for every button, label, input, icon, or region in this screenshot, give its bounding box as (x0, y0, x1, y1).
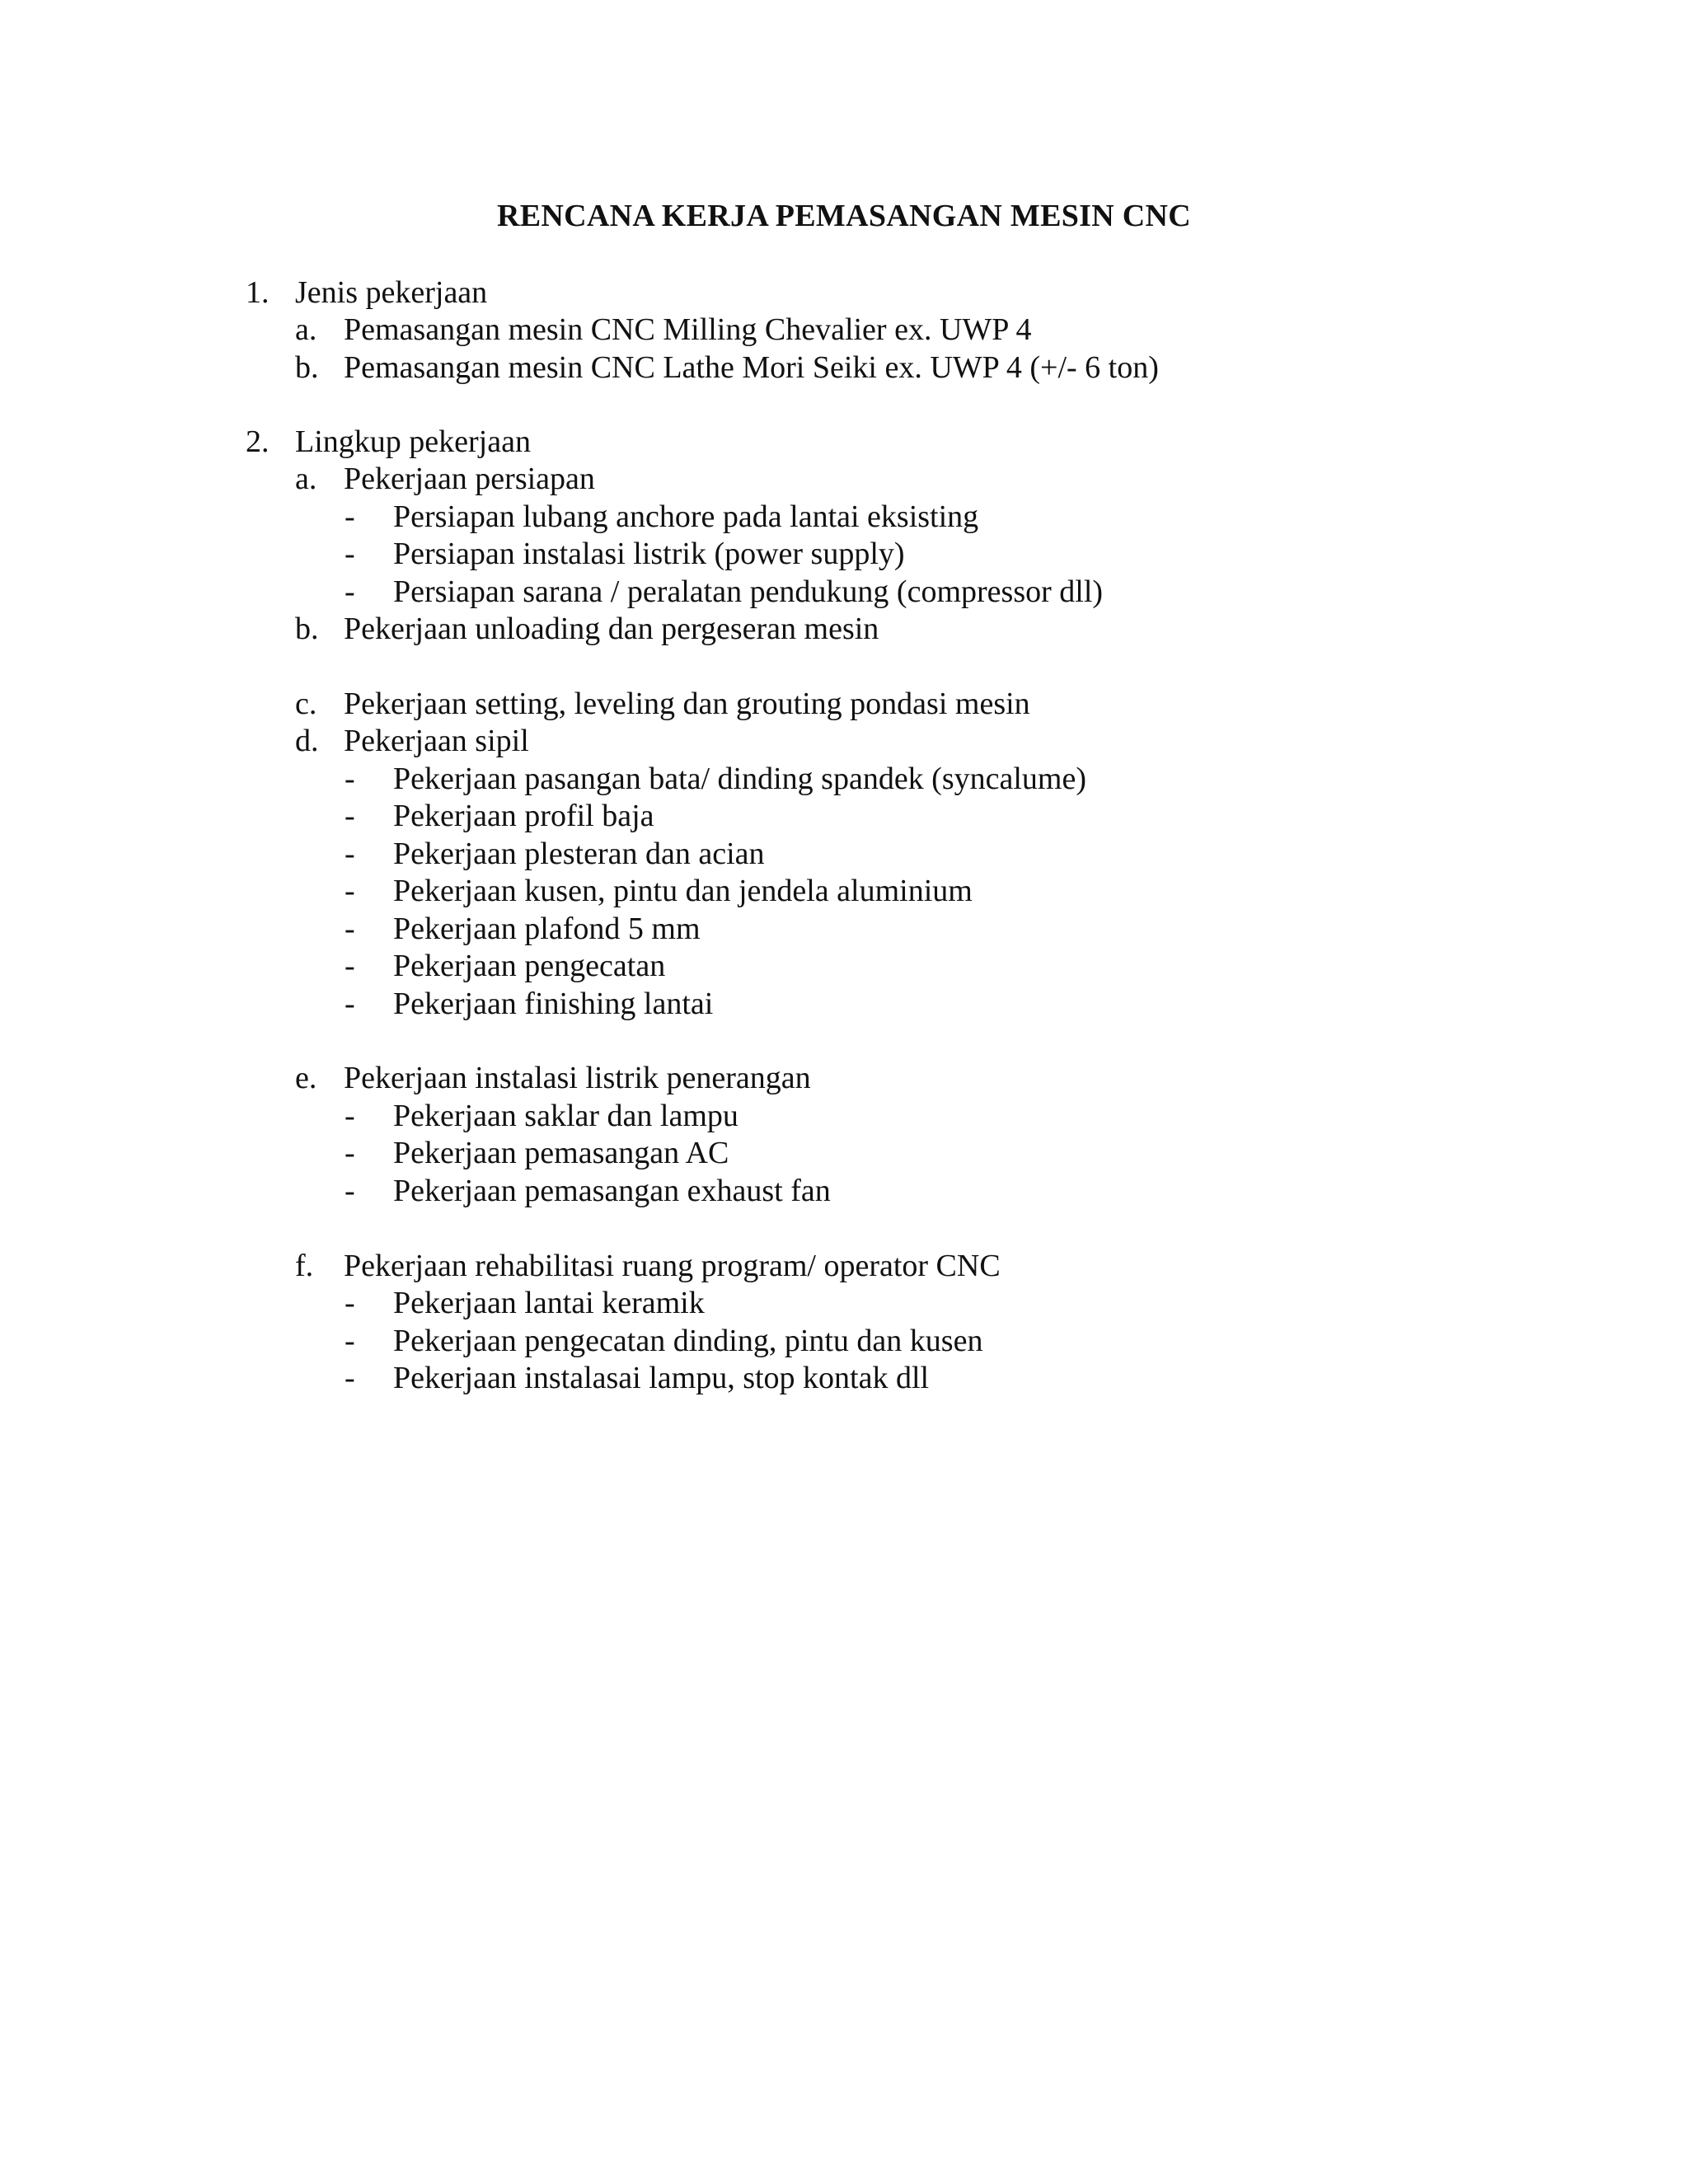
section-2-e-subitem-3: Pekerjaan pemasangan exhaust fan (393, 1174, 831, 1208)
section-2-d-subitem-7: Pekerjaan finishing lantai (393, 987, 714, 1021)
section-2-item-b-letter: b. (295, 612, 319, 646)
section-2-item-d-text: Pekerjaan sipil (344, 724, 529, 758)
section-2-d-subitem-1: Pekerjaan pasangan bata/ dinding spandek (syncalume) (393, 762, 1086, 796)
bullet-dash: - (345, 1286, 355, 1320)
bullet-dash: - (345, 1099, 355, 1133)
document-title: RENCANA KERJA PEMASANGAN MESIN CNC (496, 199, 1192, 233)
section-2-d-subitem-3: Pekerjaan plesteran dan acian (393, 837, 765, 871)
section-2-item-c-text: Pekerjaan setting, leveling dan grouting pondasi mesin (344, 687, 1030, 721)
bullet-dash: - (345, 1361, 355, 1395)
section-2-item-d-letter: d. (295, 724, 319, 758)
section-2-d-subitem-5: Pekerjaan plafond 5 mm (393, 912, 701, 946)
section-2-item-a-letter: a. (295, 462, 317, 496)
section-1-item-b-text: Pemasangan mesin CNC Lathe Mori Seiki ex. UWP 4 (+/- 6 ton) (344, 350, 1159, 385)
section-2-e-subitem-2: Pekerjaan pemasangan AC (393, 1136, 729, 1170)
bullet-dash: - (345, 912, 355, 946)
bullet-dash: - (345, 762, 355, 796)
section-1-item-a-text: Pemasangan mesin CNC Milling Chevalier ex. UWP 4 (344, 312, 1032, 347)
bullet-dash: - (345, 799, 355, 833)
section-2-f-subitem-2: Pekerjaan pengecatan dinding, pintu dan kusen (393, 1324, 983, 1358)
section-1-item-b-letter: b. (295, 350, 319, 385)
bullet-dash: - (345, 1324, 355, 1358)
bullet-dash: - (345, 537, 355, 571)
section-2-heading: Lingkup pekerjaan (295, 424, 531, 459)
section-2-e-subitem-1: Pekerjaan saklar dan lampu (393, 1099, 738, 1133)
section-2-item-e-text: Pekerjaan instalasi listrik penerangan (344, 1061, 811, 1095)
section-2-item-f-text: Pekerjaan rehabilitasi ruang program/ operator CNC (344, 1249, 1001, 1283)
section-2-f-subitem-3: Pekerjaan instalasai lampu, stop kontak dll (393, 1361, 930, 1395)
section-2-number: 2. (246, 424, 270, 459)
section-2-item-e-letter: e. (295, 1061, 317, 1095)
section-2-item-b-text: Pekerjaan unloading dan pergeseran mesin (344, 612, 879, 646)
section-2-d-subitem-6: Pekerjaan pengecatan (393, 949, 666, 983)
bullet-dash: - (345, 987, 355, 1021)
bullet-dash: - (345, 874, 355, 908)
bullet-dash: - (345, 837, 355, 871)
section-1-item-a-letter: a. (295, 312, 317, 347)
bullet-dash: - (345, 499, 355, 534)
section-2-a-subitem-1: Persiapan lubang anchore pada lantai eksisting (393, 499, 979, 534)
bullet-dash: - (345, 1174, 355, 1208)
bullet-dash: - (345, 949, 355, 983)
section-2-a-subitem-3: Persiapan sarana / peralatan pendukung (compressor dll) (393, 574, 1104, 609)
section-2-f-subitem-1: Pekerjaan lantai keramik (393, 1286, 705, 1320)
section-2-d-subitem-4: Pekerjaan kusen, pintu dan jendela aluminium (393, 874, 973, 908)
section-1-heading: Jenis pekerjaan (295, 275, 488, 310)
bullet-dash: - (345, 1136, 355, 1170)
section-2-item-c-letter: c. (295, 687, 317, 721)
section-1-number: 1. (246, 275, 270, 310)
bullet-dash: - (345, 574, 355, 609)
section-2-d-subitem-2: Pekerjaan profil baja (393, 799, 654, 833)
section-2-a-subitem-2: Persiapan instalasi listrik (power supply) (393, 537, 905, 571)
section-2-item-a-text: Pekerjaan persiapan (344, 462, 595, 496)
section-2-item-f-letter: f. (295, 1249, 314, 1283)
